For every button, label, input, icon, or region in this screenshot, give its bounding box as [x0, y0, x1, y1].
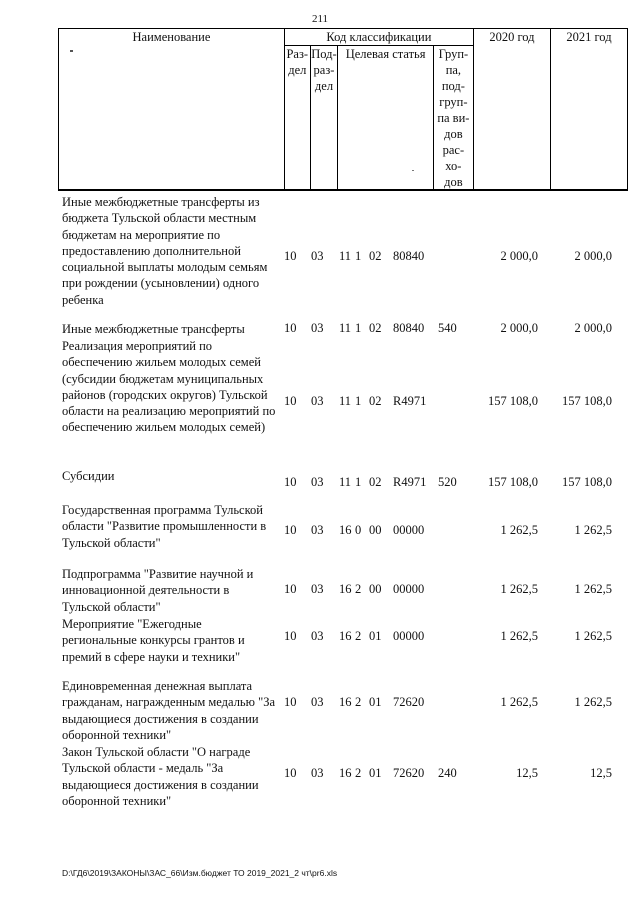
cell-2021: 1 262,5	[574, 523, 612, 537]
cell-target-program: 16	[339, 695, 352, 709]
cell-target-program: 16	[339, 582, 352, 596]
row-name: Иные межбюджетные трансферты из бюджета Тульской области местным бюджетам на мероприятие по предоставлению дополнительной социальной выплаты молодым семьям при рождении (усыновлении) одного ребенка	[62, 195, 268, 307]
cell-target-direction: 00000	[393, 582, 425, 596]
cell-razdel: 10	[284, 394, 297, 408]
cell-target-direction: R4971	[393, 475, 427, 489]
row-codes	[62, 394, 622, 410]
cell-2020: 1 262,5	[500, 582, 538, 596]
cell-razdel: 10	[284, 582, 297, 596]
cell-target-subprogram: 1	[355, 249, 362, 263]
cell-2021: 1 262,5	[574, 582, 612, 596]
cell-target-event: 01	[369, 695, 382, 709]
cell-2020: 157 108,0	[488, 475, 538, 489]
cell-target-program: 11	[339, 394, 352, 408]
cell-group: 540	[438, 321, 457, 335]
cell-razdel: 10	[284, 475, 297, 489]
header-name: Наименование	[59, 29, 285, 191]
cell-2020: 2 000,0	[500, 321, 538, 335]
header-bottom-rule	[58, 189, 628, 190]
row-codes	[62, 475, 622, 491]
cell-target-event: 02	[369, 394, 382, 408]
cell-podrazdel: 03	[311, 695, 324, 709]
cell-2020: 2 000,0	[500, 249, 538, 263]
cell-podrazdel: 03	[311, 249, 324, 263]
cell-target-subprogram: 2	[355, 695, 362, 709]
header-group: Груп- па, под- груп- па ви- дов рас- хо- дов	[433, 46, 473, 191]
cell-2021: 2 000,0	[574, 249, 612, 263]
header-code: Код классификации	[284, 29, 473, 46]
header-razdel: Раз- дел	[284, 46, 310, 191]
cell-target-direction: 72620	[393, 766, 425, 780]
cell-podrazdel: 03	[311, 321, 324, 335]
cell-podrazdel: 03	[311, 582, 324, 596]
cell-target-program: 16	[339, 629, 352, 643]
cell-razdel: 10	[284, 523, 297, 537]
cell-target-program: 11	[339, 321, 352, 335]
file-path-footer: D:\ГД6\2019\ЗАКОНЫ\ЗАС_66\Изм.бюджет ТО 2019_2021_2 чт\pr6.xls	[62, 868, 338, 878]
cell-target-program: 16	[339, 766, 352, 780]
cell-target-direction: 00000	[393, 629, 425, 643]
header-year-2021: 2021 год	[550, 29, 627, 191]
cell-target-direction: 80840	[393, 249, 425, 263]
row-name: Единовременная денежная выплата гражданам, награжденным медалью "За выдающиеся достижения в создании оборонной техники"	[62, 679, 276, 742]
page-number: 211	[311, 13, 329, 25]
cell-2020: 1 262,5	[500, 695, 538, 709]
cell-target-subprogram: 0	[355, 523, 362, 537]
header-target-article: Целевая статья	[338, 46, 434, 191]
cell-target-event: 01	[369, 629, 382, 643]
cell-2021: 157 108,0	[562, 475, 612, 489]
cell-2021: 1 262,5	[574, 695, 612, 709]
row-codes	[62, 321, 622, 337]
cell-target-direction: 72620	[393, 695, 425, 709]
cell-target-subprogram: 2	[355, 629, 362, 643]
cell-target-direction: R4971	[393, 394, 427, 408]
cell-2020: 1 262,5	[500, 523, 538, 537]
header-podrazdel: Под- раз- дел	[310, 46, 338, 191]
row-name: Реализация мероприятий по обеспечению жильем молодых семей (субсидии бюджетам муниципальных районов (городских округов) Тульской области на реализацию мероприятий по обеспечению жильем молодых семей)	[62, 339, 276, 435]
cell-2021: 2 000,0	[574, 321, 612, 335]
cell-target-event: 02	[369, 475, 382, 489]
cell-podrazdel: 03	[311, 394, 324, 408]
cell-2021: 12,5	[590, 766, 612, 780]
cell-target-subprogram: 1	[355, 321, 362, 335]
row-name: Мероприятие "Ежегодные региональные конкурсы грантов и премий в сфере науки и техники"	[62, 617, 245, 664]
cell-target-event: 02	[369, 249, 382, 263]
row-codes	[62, 249, 622, 265]
cell-target-event: 01	[369, 766, 382, 780]
cell-razdel: 10	[284, 766, 297, 780]
row-name: Государственная программа Тульской области "Развитие промышленности в Тульской области"	[62, 503, 267, 550]
cell-2021: 157 108,0	[562, 394, 612, 408]
cell-target-subprogram: 2	[355, 582, 362, 596]
cell-group: 240	[438, 766, 457, 780]
cell-target-direction: 80840	[393, 321, 425, 335]
header-year-2020: 2020 год	[473, 29, 550, 191]
row-name: Закон Тульской области "О награде Тульской области - медаль "За выдающиеся достижения в создании оборонной техники"	[62, 745, 259, 808]
row-name: Подпрограмма "Развитие научной и инновационной деятельности в Тульской области"	[62, 567, 254, 614]
row-codes	[62, 695, 622, 711]
table-header	[58, 28, 628, 191]
cell-target-subprogram: 1	[355, 475, 362, 489]
cell-razdel: 10	[284, 695, 297, 709]
cell-target-event: 02	[369, 321, 382, 335]
cell-2021: 1 262,5	[574, 629, 612, 643]
cell-podrazdel: 03	[311, 766, 324, 780]
row-codes	[62, 523, 622, 539]
cell-podrazdel: 03	[311, 629, 324, 643]
cell-razdel: 10	[284, 321, 297, 335]
row-codes	[62, 582, 622, 598]
cell-target-program: 11	[339, 475, 352, 489]
row-codes	[62, 629, 622, 645]
cell-target-program: 16	[339, 523, 352, 537]
cell-target-program: 11	[339, 249, 352, 263]
cell-podrazdel: 03	[311, 475, 324, 489]
cell-2020: 157 108,0	[488, 394, 538, 408]
cell-podrazdel: 03	[311, 523, 324, 537]
cell-target-subprogram: 2	[355, 766, 362, 780]
cell-target-subprogram: 1	[355, 394, 362, 408]
cell-razdel: 10	[284, 629, 297, 643]
cell-group: 520	[438, 475, 457, 489]
cell-target-direction: 00000	[393, 523, 425, 537]
row-name: Субсидии	[62, 469, 115, 483]
cell-target-event: 00	[369, 582, 382, 596]
cell-2020: 1 262,5	[500, 629, 538, 643]
row-name: Иные межбюджетные трансферты	[62, 322, 245, 336]
cell-2020: 12,5	[516, 766, 538, 780]
cell-razdel: 10	[284, 249, 297, 263]
row-codes	[62, 766, 622, 782]
cell-target-event: 00	[369, 523, 382, 537]
